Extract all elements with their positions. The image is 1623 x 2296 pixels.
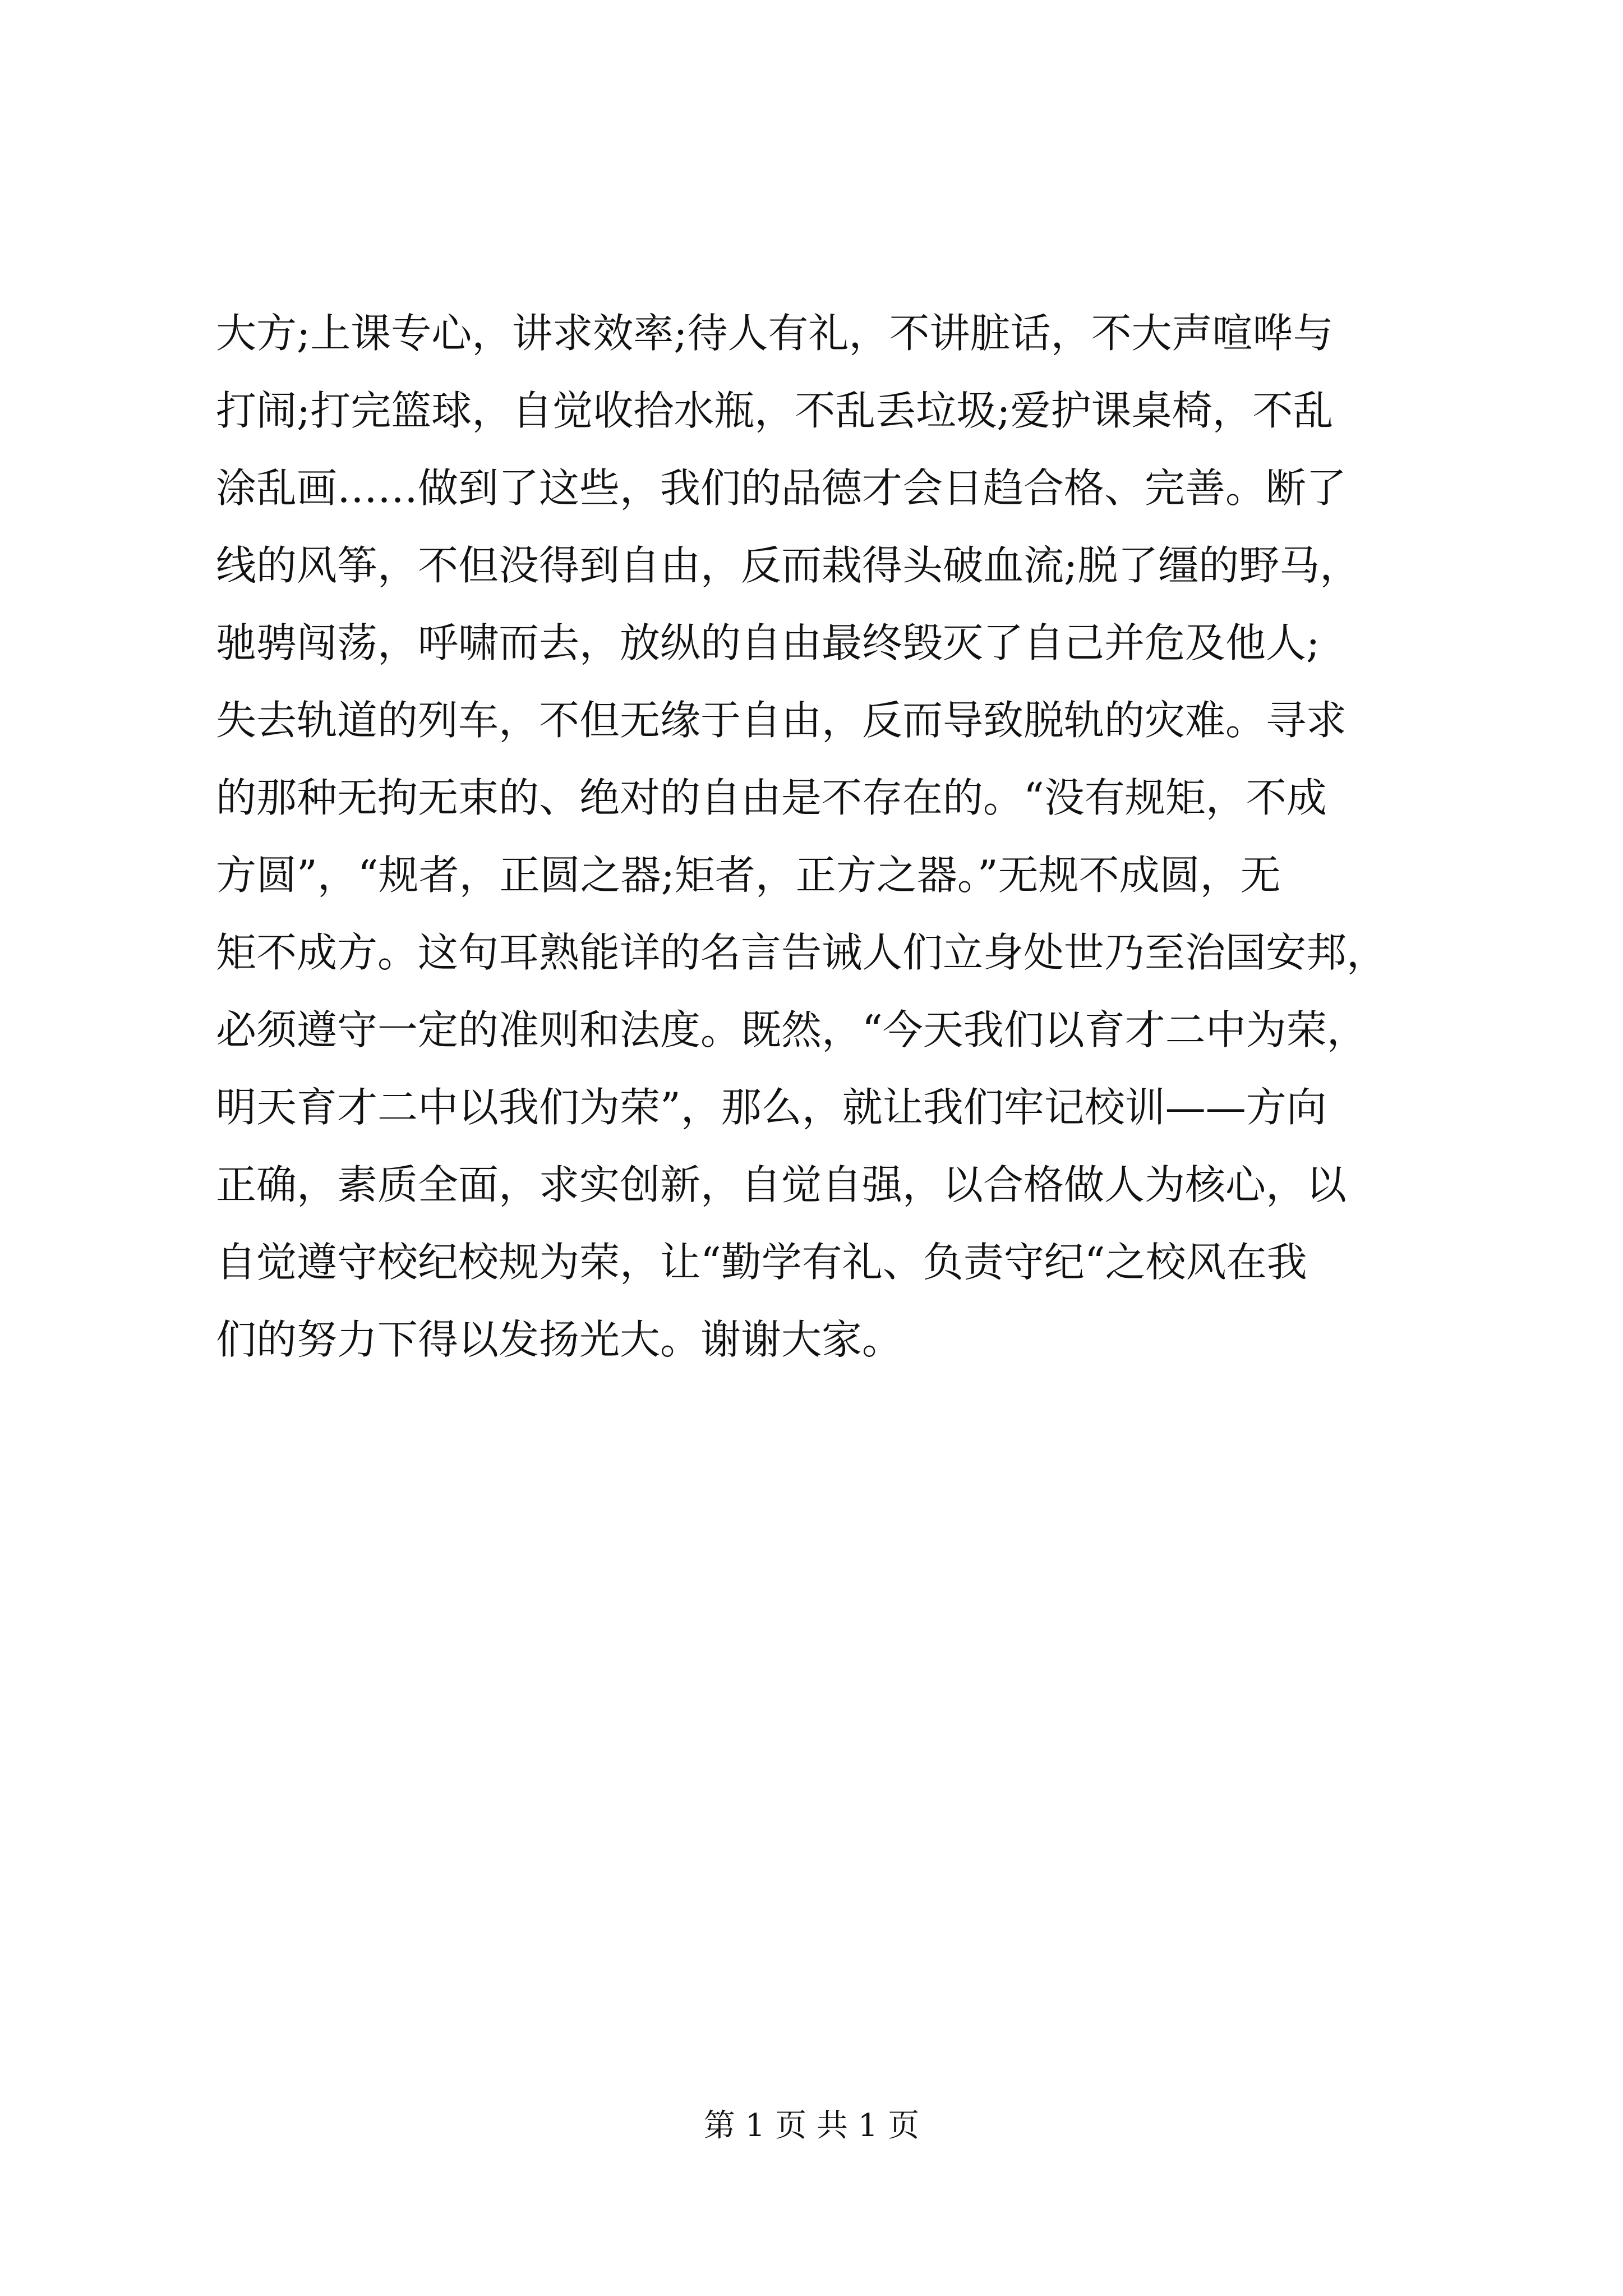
text-line: 涂乱画……做到了这些，我们的品德才会日趋合格、完善。断了	[216, 464, 1347, 512]
text-line: 矩不成方。这句耳熟能详的名言告诫人们立身处世乃至治国安邦，	[216, 929, 1387, 976]
text-line: 驰骋闯荡，呼啸而去，放纵的自由最终毁灭了自己并危及他人;	[216, 619, 1320, 666]
text-line: 的那种无拘无束的、绝对的自由是不存在的。“没有规矩，不成	[216, 774, 1327, 821]
page-number: 第 1 页 共 1 页	[703, 2108, 920, 2144]
text-line: 明天育才二中以我们为荣”，那么，就让我们牢记校训——方向	[216, 1084, 1327, 1131]
text-line: 正确，素质全面，求实创新，自觉自强，以合格做人为核心，以	[216, 1161, 1347, 1208]
text-line: 打闹;打完篮球，自觉收拾水瓶，不乱丢垃圾;爱护课桌椅，不乱	[216, 387, 1334, 434]
text-line: 自觉遵守校纪校规为荣，让“勤学有礼、负责守纪“之校风在我	[216, 1239, 1307, 1286]
text-line: 们的努力下得以发扬光大。谢谢大家。	[216, 1316, 903, 1363]
body-text	[216, 295, 1450, 1378]
text-line: 大方;上课专心，讲求效率;待人有礼，不讲脏话，不大声喧哗与	[216, 310, 1334, 357]
text-line: 必须遵守一定的准则和法度。既然，“今天我们以育才二中为荣，	[216, 1006, 1367, 1053]
page-footer	[0, 2106, 1623, 2146]
text-line: 线的风筝，不但没得到自由，反而栽得头破血流;脱了缰的野马，	[216, 542, 1361, 589]
text-line: 方圆”，“规者，正圆之器;矩者，正方之器。”无规不成圆，无	[216, 852, 1281, 899]
text-line: 失去轨道的列车，不但无缘于自由，反而导致脱轨的灾难。寻求	[216, 697, 1347, 744]
